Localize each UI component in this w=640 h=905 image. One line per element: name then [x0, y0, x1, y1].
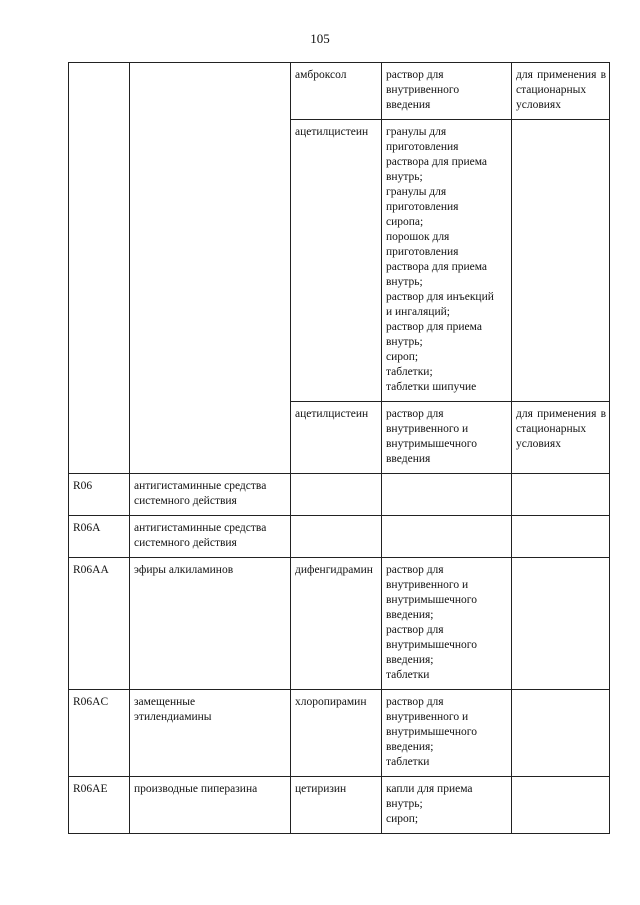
page-number: 105 [310, 31, 330, 46]
drug-name-cell: дифенгидрамин [291, 558, 382, 690]
drug-name-cell [291, 474, 382, 516]
atc-group-cell [130, 63, 291, 474]
atc-group-cell: производные пиперазина [130, 777, 291, 834]
drug-name-cell: ацетилцистеин [291, 402, 382, 474]
table-row [69, 63, 610, 120]
dosage-form-cell [382, 474, 512, 516]
dosage-form-cell [382, 516, 512, 558]
table-row [69, 558, 610, 690]
table-row [69, 777, 610, 834]
atc-code-cell: R06AE [69, 777, 130, 834]
note-cell [512, 516, 610, 558]
atc-code-cell: R06A [69, 516, 130, 558]
drug-name-cell: цетиризин [291, 777, 382, 834]
atc-group-cell: антигистаминные средства системного действия [130, 474, 291, 516]
dosage-form-cell: раствор для внутривенного и внутримышечного введения; таблетки [382, 690, 512, 777]
dosage-form-cell: капли для приема внутрь; сироп; [382, 777, 512, 834]
drug-name-cell: ацетилцистеин [291, 120, 382, 402]
atc-code-cell: R06AA [69, 558, 130, 690]
note-cell: для применения в стационарных условиях [512, 63, 610, 120]
note-cell: для применения в стационарных условиях [512, 402, 610, 474]
atc-code-cell [69, 63, 130, 474]
table-row [69, 690, 610, 777]
drug-name-cell: амброксол [291, 63, 382, 120]
note-cell [512, 120, 610, 402]
drug-name-cell: хлоропирамин [291, 690, 382, 777]
dosage-form-cell: раствор для внутривенного и внутримышечного введения [382, 402, 512, 474]
atc-group-cell: антигистаминные средства системного действия [130, 516, 291, 558]
drug-name-cell [291, 516, 382, 558]
atc-group-cell: замещенные этилендиамины [130, 690, 291, 777]
atc-code-cell: R06AC [69, 690, 130, 777]
note-cell [512, 474, 610, 516]
atc-code-cell: R06 [69, 474, 130, 516]
atc-group-cell: эфиры алкиламинов [130, 558, 291, 690]
dosage-form-cell: раствор для внутривенного введения [382, 63, 512, 120]
table-row [69, 516, 610, 558]
dosage-form-cell: гранулы для приготовления раствора для приема внутрь; гранулы для приготовления сиропа; порошок для приготовления раствора для приема внутрь; раствор для инъекций и ингаляций; раствор для приема внутрь; сироп; таблетки; таблетки шипучие [382, 120, 512, 402]
drug-table [68, 62, 610, 834]
note-cell [512, 777, 610, 834]
note-cell [512, 558, 610, 690]
note-cell [512, 690, 610, 777]
dosage-form-cell: раствор для внутривенного и внутримышечного введения; раствор для внутримышечного введения; таблетки [382, 558, 512, 690]
table-row [69, 474, 610, 516]
